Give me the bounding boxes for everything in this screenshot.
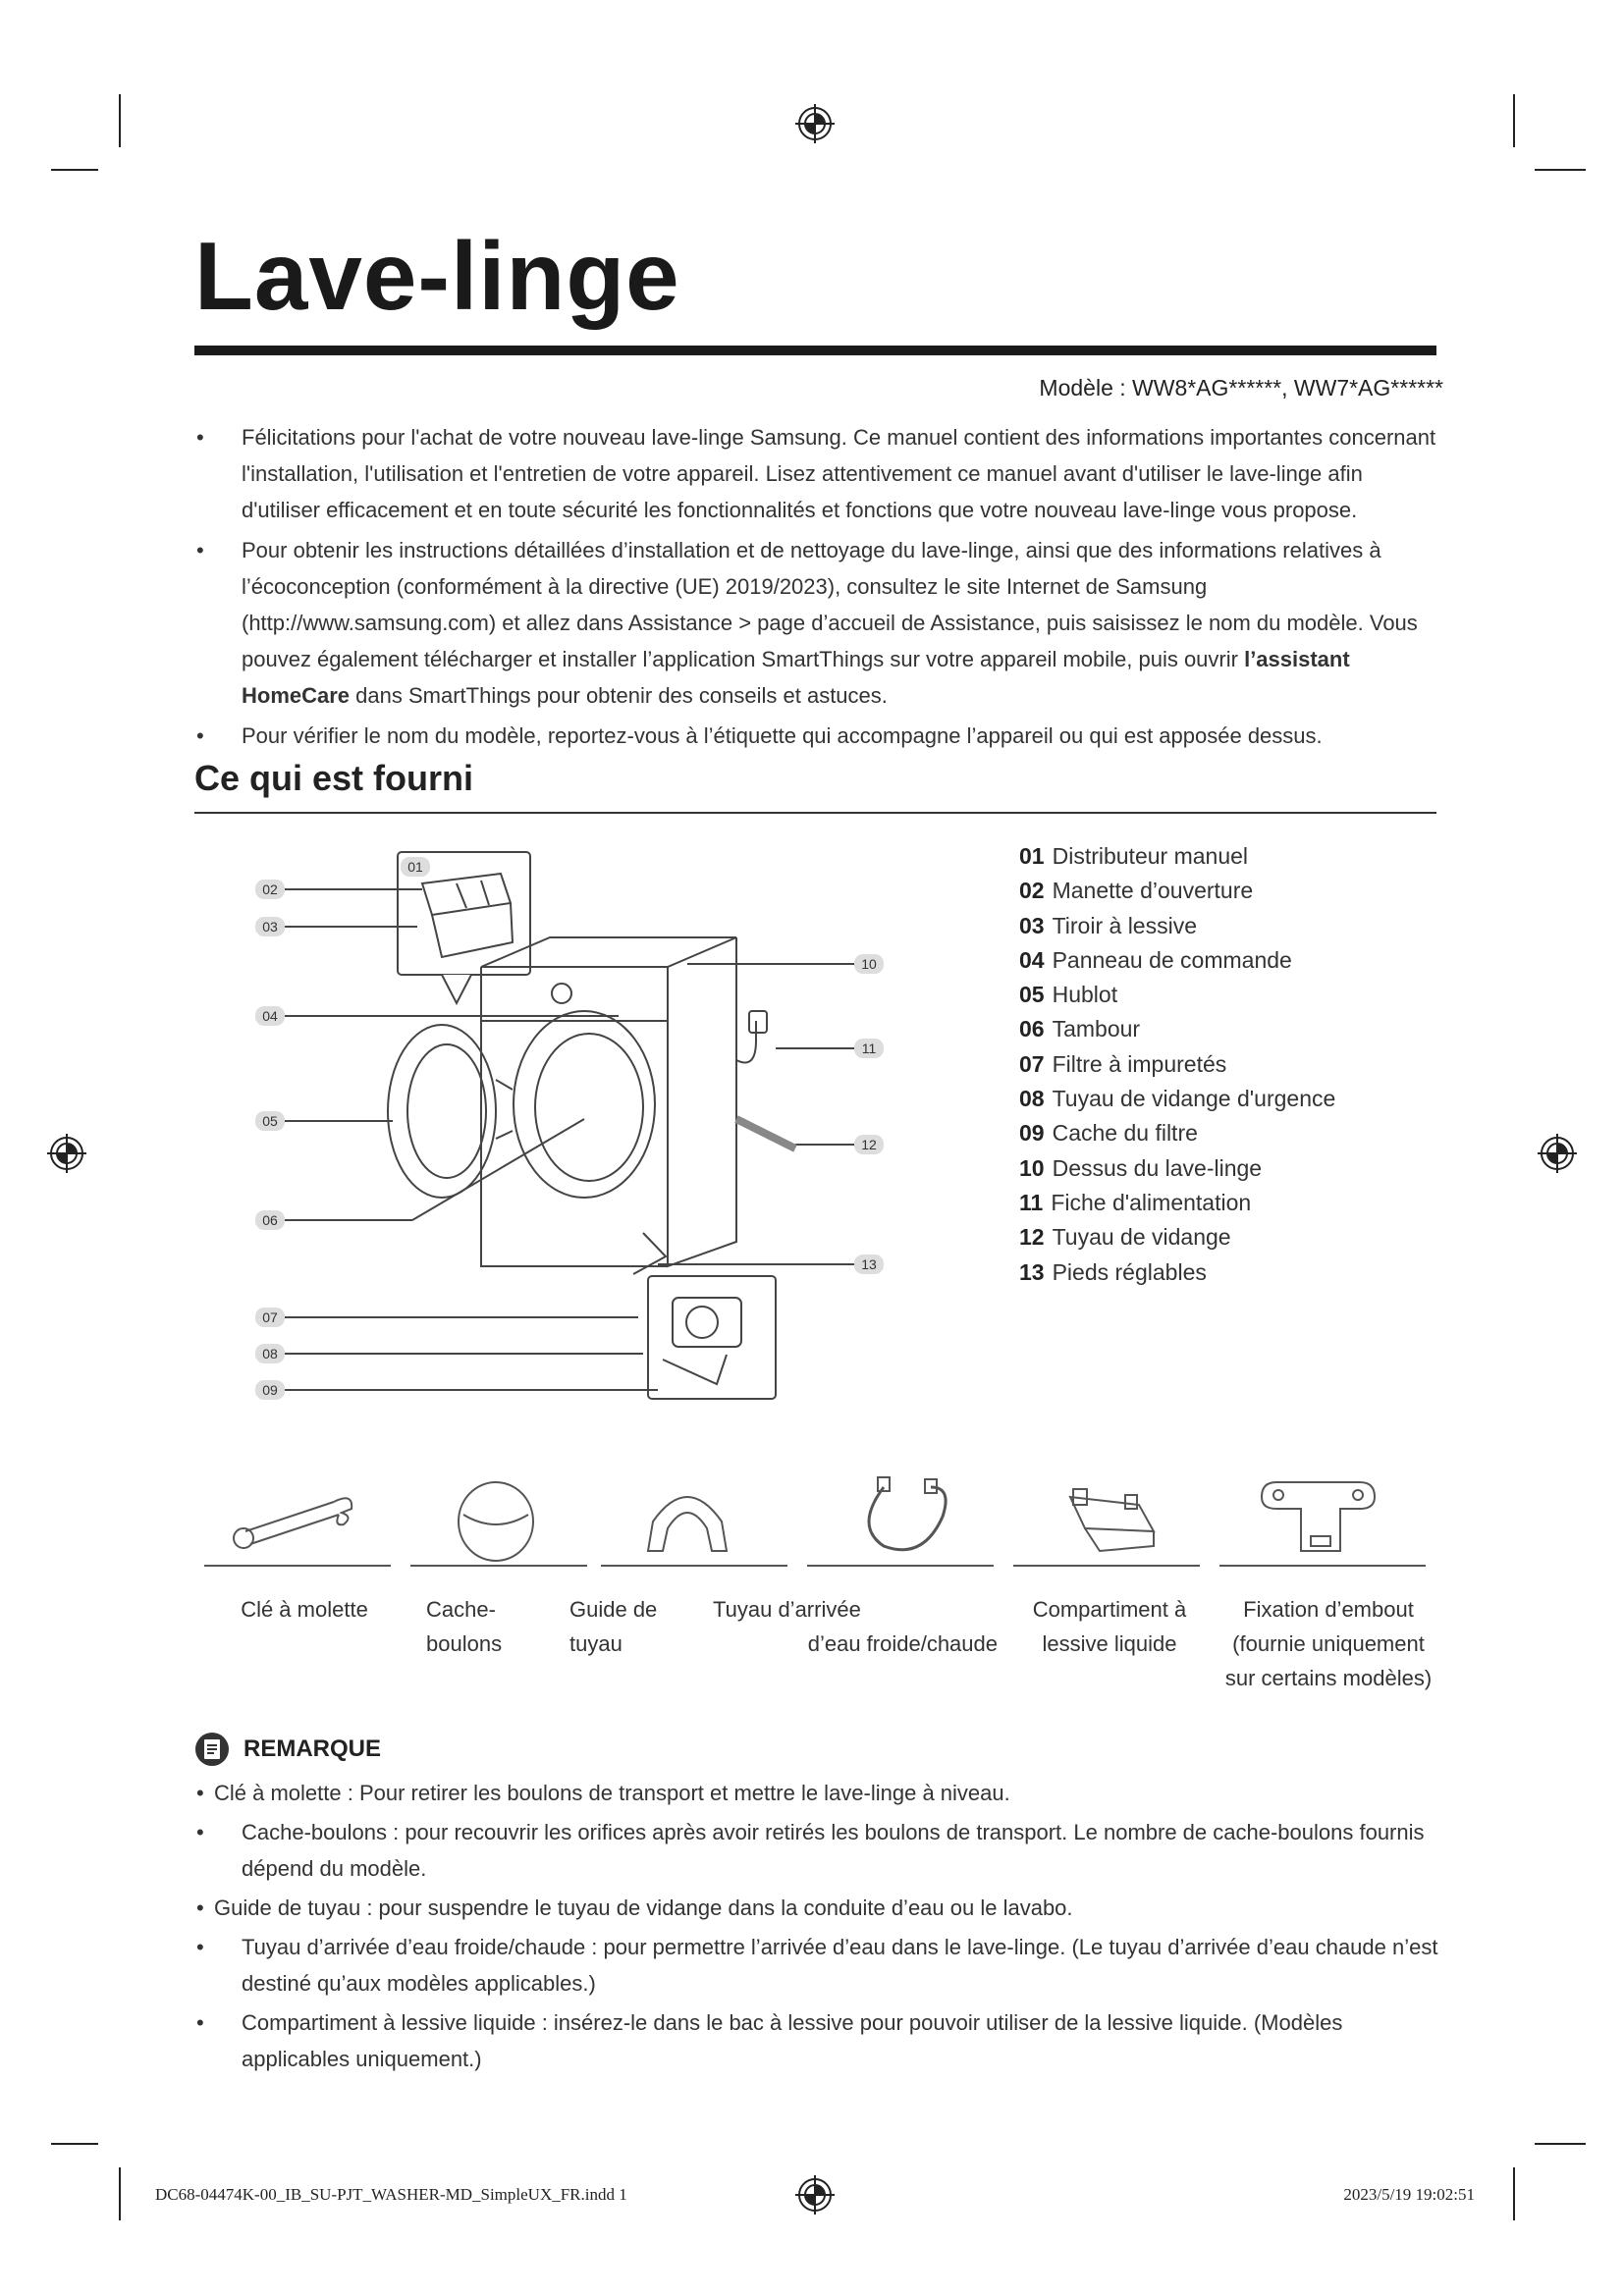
homecare-assistant-bold: l’assistant HomeCare — [242, 647, 1350, 708]
svg-text:01: 01 — [407, 859, 423, 875]
svg-text:10: 10 — [861, 956, 877, 972]
crop-mark — [51, 169, 98, 171]
note-heading: REMARQUE — [194, 1732, 381, 1767]
callout-11 — [776, 1039, 884, 1058]
svg-text:09: 09 — [262, 1382, 278, 1398]
page-title: Lave-linge — [194, 222, 680, 330]
svg-text:08: 08 — [262, 1346, 278, 1362]
section-rule — [194, 812, 1436, 814]
list-item: 13 Pieds réglables — [1019, 1258, 1207, 1285]
callout-09 — [255, 1380, 658, 1400]
note-list — [194, 1775, 1441, 2077]
svg-text:02: 02 — [262, 881, 278, 897]
accessory-label-wrench: Clé à molette — [241, 1597, 368, 1622]
list-item: • Clé à molette : Pour retirer les boulons de transport et mettre le lave-linge à niveau. — [194, 1775, 1441, 1811]
note-icon — [194, 1732, 230, 1767]
footer-timestamp: 2023/5/19 19:02:51 — [1343, 2185, 1475, 2204]
accessory-label-liquid-compartment: Compartiment à lessive liquide — [1032, 1597, 1187, 1656]
registration-mark-icon — [45, 1132, 88, 1175]
svg-text:04: 04 — [262, 1008, 278, 1024]
list-item: 07 Filtre à impuretés — [1019, 1050, 1227, 1077]
crop-mark — [119, 2167, 121, 2220]
footer-filename: DC68-04474K-00_IB_SU-PJT_WASHER-MD_SimpleUX_FR.indd 1 — [155, 2185, 627, 2204]
washer-diagram — [245, 844, 893, 1433]
intro-bullet: • Pour obtenir les instructions détaillées d’installation et de nettoyage du lave-linge, ainsi que des informations relatives à l’écoconception (conformément à la directive (UE) 2019/2023), consultez le site Internet de Samsung (http://www.samsung.com) et allez dans Assistance > page d’accueil de Assistance, puis saisissez le nom du modèle. Vous pouvez également télécharger et installer l’application SmartThings sur votre appareil mobile, puis ouvrir l’assistant HomeCare dans SmartThings pour obtenir des conseils et astuces. — [194, 532, 1441, 714]
inlet-hose-icon — [869, 1477, 946, 1550]
list-item: • Guide de tuyau : pour suspendre le tuyau de vidange dans la conduite d’eau ou le lavabo. — [194, 1890, 1441, 1926]
model-number: Modèle : WW8*AG******, WW7*AG****** — [1039, 375, 1443, 400]
parts-list — [1019, 839, 1335, 1290]
list-item: • Compartiment à lessive liquide : insérez-le dans le bac à lessive pour pouvoir utiliser de la lessive liquide. (Modèles applicables uniquement.) — [194, 2004, 1441, 2077]
callout-08 — [255, 1344, 643, 1363]
svg-text:06: 06 — [262, 1212, 278, 1228]
callout-07 — [255, 1308, 638, 1327]
list-item: 05 Hublot — [1019, 982, 1118, 1008]
crop-mark — [1535, 2143, 1586, 2145]
registration-mark-icon — [793, 102, 837, 145]
registration-mark-icon — [1536, 1132, 1579, 1175]
registration-mark-icon — [793, 2173, 837, 2216]
liquid-detergent-compartment-icon — [1070, 1489, 1154, 1551]
crop-mark — [1513, 2167, 1515, 2220]
svg-text:13: 13 — [861, 1256, 877, 1272]
list-item: 12 Tuyau de vidange — [1019, 1224, 1231, 1251]
list-item: 08 Tuyau de vidange d'urgence — [1019, 1086, 1336, 1112]
callout-03 — [255, 917, 417, 936]
crop-mark — [51, 2143, 98, 2145]
title-rule — [194, 346, 1436, 355]
accessory-label-inlet-hose: Tuyau d’arrivée d’eau froide/chaude — [713, 1597, 998, 1656]
svg-text:05: 05 — [262, 1113, 278, 1129]
callout-06 — [255, 1119, 584, 1230]
crop-mark — [1513, 94, 1515, 147]
list-item: 10 Dessus du lave-linge — [1019, 1154, 1263, 1181]
crop-mark — [1535, 169, 1586, 171]
intro-list — [194, 419, 1441, 754]
tap-adapter-icon — [1262, 1482, 1375, 1551]
svg-text:03: 03 — [262, 919, 278, 934]
bolt-cap-icon — [459, 1482, 533, 1561]
accessories-illustrations — [196, 1468, 1438, 1575]
list-item: 02 Manette d’ouverture — [1019, 878, 1254, 904]
callout-05 — [255, 1111, 393, 1131]
list-item: 11 Fiche d'alimentation — [1019, 1189, 1252, 1215]
svg-text:07: 07 — [262, 1309, 278, 1325]
callout-01 — [401, 857, 430, 877]
list-item: • Cache-boulons : pour recouvrir les orifices après avoir retirés les boulons de transport. Le nombre de cache-boulons fournis dépend du modèle. — [194, 1814, 1441, 1887]
accessory-label-bolt-cap: Cache-boulons — [426, 1597, 503, 1656]
list-item: 09 Cache du filtre — [1019, 1120, 1198, 1147]
wrench-icon — [234, 1498, 352, 1548]
svg-text:12: 12 — [861, 1137, 877, 1152]
intro-bullet: • Félicitations pour l'achat de votre nouveau lave-linge Samsung. Ce manuel contient des informations importantes concernant l'installation, l'utilisation et l'entretien de votre appareil. Lisez attentivement ce manuel avant d'utiliser le lave-linge afin d'utiliser efficacement et en toute sécurité les fonctionnalités et fonctions que votre nouveau lave-linge vous propose. — [194, 419, 1441, 528]
callout-10 — [687, 954, 884, 974]
list-item: 04 Panneau de commande — [1019, 946, 1292, 973]
svg-text:11: 11 — [861, 1041, 877, 1056]
list-item: 06 Tambour — [1019, 1016, 1141, 1042]
list-item: 03 Tiroir à lessive — [1019, 912, 1197, 938]
list-item: 01 Distributeur manuel — [1019, 843, 1249, 869]
callout-12 — [795, 1135, 884, 1154]
crop-mark — [119, 94, 121, 147]
intro-bullet: • Pour vérifier le nom du modèle, reportez-vous à l’étiquette qui accompagne l’appareil ou qui est apposée dessus. — [194, 718, 1441, 754]
section-title: Ce qui est fourni — [194, 758, 474, 798]
accessory-label-hose-guide: Guide de tuyau — [569, 1597, 658, 1656]
accessory-label-tap-adapter: Fixation d’embout (fournie uniquement sur certains modèles) — [1224, 1597, 1433, 1690]
list-item: • Tuyau d’arrivée d’eau froide/chaude : pour permettre l’arrivée d’eau dans le lave-linge. (Le tuyau d’arrivée d’eau chaude n’est destiné qu’aux modèles applicables.) — [194, 1929, 1441, 2002]
hose-guide-icon — [648, 1497, 727, 1551]
